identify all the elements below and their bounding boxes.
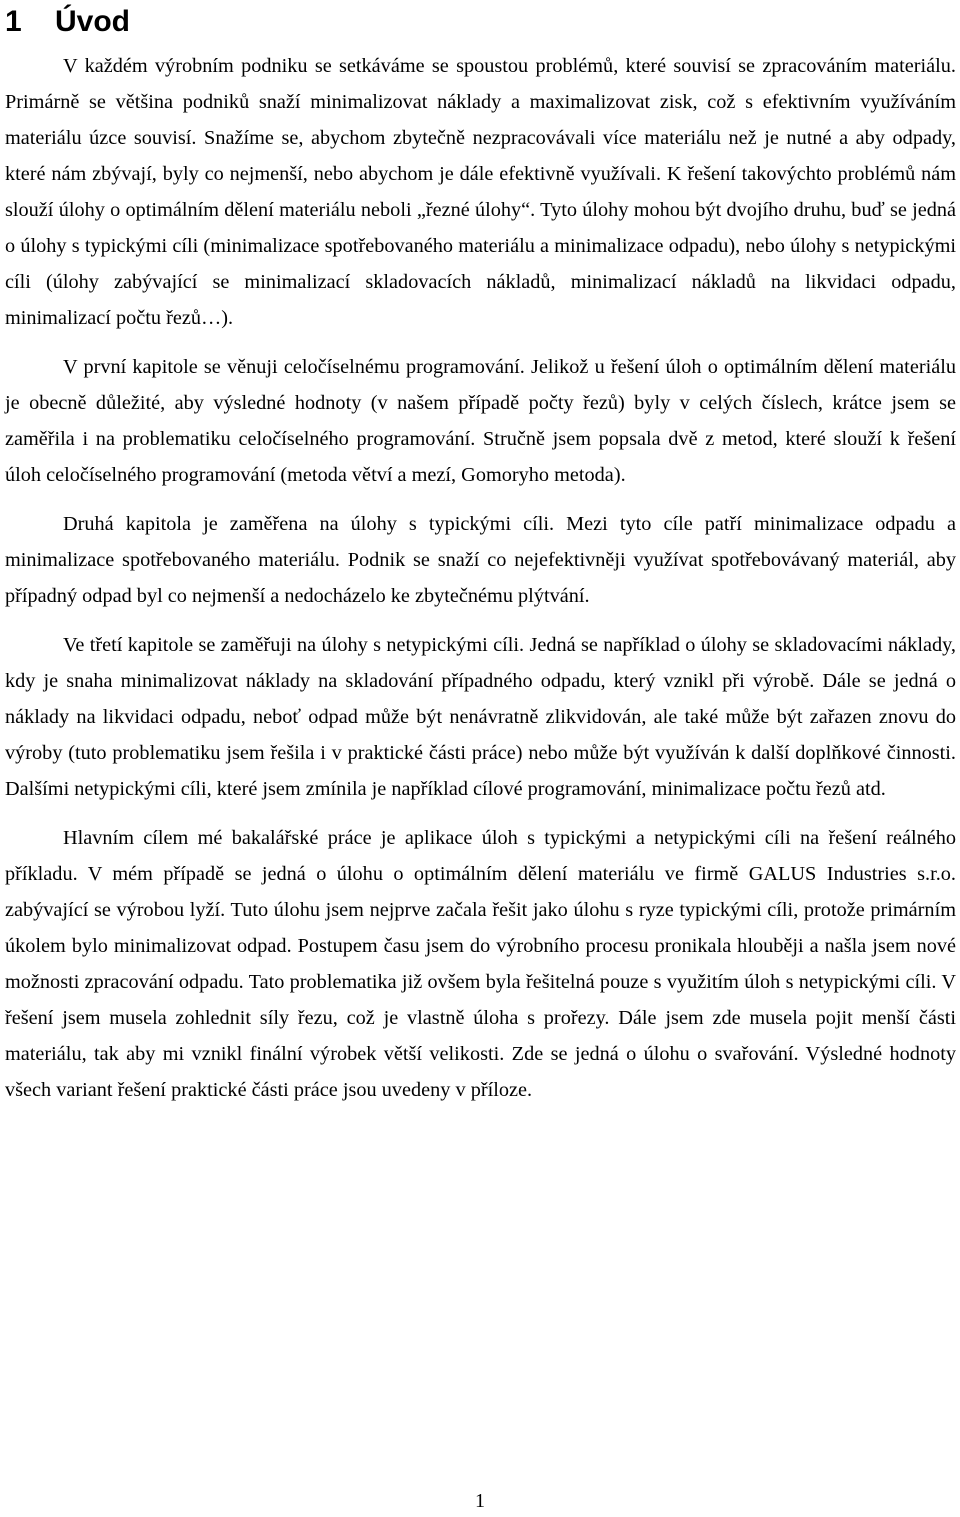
chapter-number: 1 <box>5 5 22 38</box>
paragraph-main-goal: Hlavním cílem mé bakalářské práce je aplikace úloh s typickými a netypickými cíli na řešení reálného příkladu. V mém případě se jedná o úlohu o optimálním dělení materiálu ve firmě GALUS Industries s.r.o. zabývající se výrobou lyží. Tuto úlohu jsem nejprve začala řešit jako úlohu s ryze typickými cíli, protože primárním úkolem bylo minimalizovat odpad. Postupem času jsem do výrobního procesu pronikala hlouběji a našla jsem nové možnosti zpracování odpadu. Tato problematika již ovšem byla řešitelná pouze s využitím úloh s netypickými cíli. V řešení jsem musela zohlednit síly řezu, což je vlastně úloha s prořezy. Dále jsem zde musela pojit menší části materiálu, tak aby mi vznikl finální výrobek větší velikosti. Zde se jedná o úlohu o svařování. Výsledné hodnoty všech variant řešení praktické části práce jsou uvedeny v příloze. <box>5 827 956 1101</box>
chapter-title: Úvod <box>55 5 130 38</box>
page-number: 1 <box>475 1490 485 1512</box>
paragraph-chapter-three: Ve třetí kapitole se zaměřuji na úlohy s netypickými cíli. Jedná se například o úlohy se skladovacími náklady, kdy je snaha minimalizovat náklady na skladování případného odpadu, který vznikl při výrobě. Dále se jedná o náklady na likvidaci odpadu, neboť odpad může být nenávratně zlikvidován, ale také může být zařazen znovu do výroby (tuto problematiku jsem řešila i v praktické části práce) nebo může být využíván k další doplňkové činnosti. Dalšími netypickými cíli, které jsem zmínila je například cílové programování, minimalizace počtu řezů atd. <box>5 634 956 800</box>
paragraph-chapter-one: V první kapitole se věnuji celočíselnému programování. Jelikož u řešení úloh o optimálním dělení materiálu je obecně důležité, aby výsledné hodnoty (v našem případě počty řezů) byly v celých číslech, krátce jsem se zaměřila i na problematiku celočíselného programování. Stručně jsem popsala dvě z metod, které slouží k řešení úloh celočíselného programování (metoda větví a mezí, Gomoryho metoda). <box>5 356 956 486</box>
paragraph-intro: V každém výrobním podniku se setkáváme se spoustou problémů, které souvisí se zpracováním materiálu. Primárně se většina podniků snaží minimalizovat náklady a maximalizovat zisk, což s efektivním využíváním materiálu úzce souvisí. Snažíme se, abychom zbytečně nezpracovávali více materiálu než je nutné a aby odpady, které nám zbývají, byly co nejmenší, nebo abychom je dále efektivně využívali. K řešení takovýchto problémů nám slouží úlohy o optimálním dělení materiálu neboli „řezné úlohy“. Tyto úlohy mohou být dvojího druhu, buď se jedná o úlohy s typickými cíli (minimalizace spotřebovaného materiálu a minimalizace odpadu), nebo úlohy s netypickými cíli (úlohy zabývající se minimalizací skladovacích nákladů, minimalizací nákladů na likvidaci odpadu, minimalizací počtu řezů…). <box>5 55 956 329</box>
paragraph-chapter-two: Druhá kapitola je zaměřena na úlohy s typickými cíli. Mezi tyto cíle patří minimalizace odpadu a minimalizace spotřebovaného materiálu. Podnik se snaží co nejefektivněji využívat spotřebovávaný materiál, aby případný odpad byl co nejmenší a nedocházelo ke zbytečnému plýtvání. <box>5 513 956 607</box>
chapter-heading <box>5 4 956 40</box>
